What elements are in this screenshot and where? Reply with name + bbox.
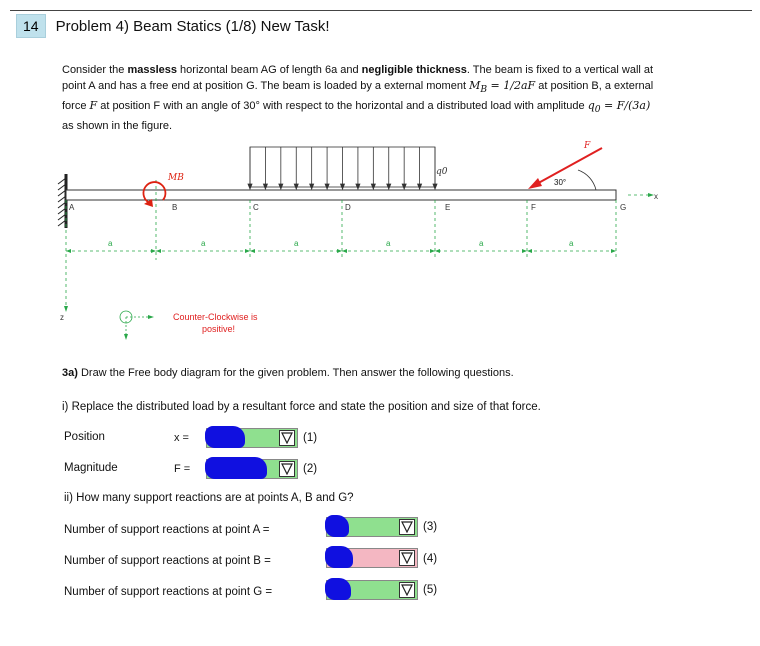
- answer-2-dropdown[interactable]: [206, 459, 298, 479]
- redacted-answer: [325, 515, 349, 537]
- beam-figure: [50, 140, 690, 350]
- point-label: D: [345, 203, 351, 212]
- load-arrowhead: [433, 184, 437, 189]
- math-force: F: [89, 99, 98, 113]
- reactions-b-label: Number of support reactions at point B =: [64, 555, 271, 567]
- text-fragment: at position B, a external force: [62, 80, 654, 113]
- top-divider: [10, 10, 752, 11]
- ccw-note-line1: Counter-Clockwise is: [173, 312, 258, 322]
- question-number: 3a): [62, 367, 78, 379]
- load-arrowhead: [279, 184, 283, 189]
- question-i: i) Replace the distributed load by a resultant force and state the position and size of that force.: [62, 401, 541, 413]
- answer-4-dropdown[interactable]: [326, 548, 418, 568]
- redacted-answer: [325, 578, 351, 600]
- magnitude-equals: F =: [174, 463, 191, 475]
- redacted-answer: [205, 426, 245, 448]
- load-arrowhead: [248, 184, 252, 189]
- z-axis-indicator: [60, 260, 68, 322]
- segment-label: a: [479, 239, 484, 248]
- load-arrowhead: [402, 184, 406, 189]
- text-fragment: . The beam is fixed to a vertical wall at point A and has a free end at position G. The beam is loaded by a external moment: [62, 64, 654, 92]
- dropdown-arrow-icon[interactable]: [399, 519, 415, 535]
- bold-term: massless: [127, 64, 177, 76]
- segment-label: a: [108, 239, 113, 248]
- load-arrowhead: [356, 184, 360, 189]
- load-label: q0: [436, 167, 448, 177]
- load-arrowhead: [263, 184, 267, 189]
- point-label: E: [445, 203, 451, 212]
- force-label: F: [584, 141, 591, 151]
- answer-index: (5): [423, 584, 438, 596]
- math-load: $q_0 = F/(3a)$: [587, 99, 651, 116]
- angle-label: 30°: [554, 178, 567, 187]
- load-arrowhead: [418, 184, 422, 189]
- answer-5-dropdown[interactable]: [326, 580, 418, 600]
- moment-label: MB: [168, 173, 184, 183]
- x-axis-indicator: [628, 192, 658, 201]
- segment-label: a: [201, 239, 206, 248]
- ccw-note-line2: positive!: [202, 324, 236, 334]
- load-arrowhead: [387, 184, 391, 189]
- load-arrowhead: [325, 184, 329, 189]
- force-f: [528, 141, 602, 190]
- load-arrowhead: [341, 184, 345, 189]
- dropdown-arrow-icon[interactable]: [399, 582, 415, 598]
- segment-label: a: [386, 239, 391, 248]
- task-header: [16, 15, 330, 37]
- svg-text:x: x: [654, 192, 658, 201]
- position-label: Position: [64, 431, 105, 443]
- dropdown-arrow-icon[interactable]: [279, 461, 295, 477]
- text-fragment: Consider the: [62, 64, 128, 76]
- load-arrowhead: [310, 184, 314, 189]
- question-3a: [62, 367, 514, 379]
- load-arrowhead: [371, 184, 375, 189]
- redacted-answer: [325, 546, 353, 568]
- dropdown-arrow-icon[interactable]: [279, 430, 295, 446]
- sign-convention-icon: [120, 311, 154, 340]
- point-label: B: [172, 203, 178, 212]
- answer-index: (1): [303, 432, 318, 444]
- task-number: 14: [16, 14, 46, 38]
- text-fragment: horizontal beam AG of length 6a and: [176, 64, 362, 76]
- redacted-answer: [205, 457, 267, 479]
- load-arrowhead: [294, 184, 298, 189]
- question-text: Draw the Free body diagram for the given problem. Then answer the following questions.: [77, 367, 514, 379]
- text-fragment: as shown in the figure.: [62, 120, 173, 133]
- task-title: Problem 4) Beam Statics (1/8) New Task!: [55, 17, 330, 35]
- answer-index: (4): [423, 553, 438, 565]
- problem-statement: [62, 62, 662, 134]
- segment-label: a: [569, 239, 574, 248]
- point-label: G: [620, 203, 627, 212]
- bold-term: negligible thickness: [361, 64, 467, 76]
- magnitude-label: Magnitude: [64, 462, 118, 474]
- answer-index: (3): [423, 521, 438, 533]
- dropdown-arrow-icon[interactable]: [399, 550, 415, 566]
- distributed-load: [248, 147, 448, 189]
- answer-3-dropdown[interactable]: [326, 517, 418, 537]
- point-label: F: [531, 203, 536, 212]
- fixed-wall: [58, 174, 66, 228]
- question-ii: ii) How many support reactions are at points A, B and G?: [64, 492, 354, 504]
- svg-text:z: z: [60, 313, 64, 322]
- reactions-g-label: Number of support reactions at point G =: [64, 586, 273, 598]
- dimension-line: [66, 239, 616, 253]
- answer-1-dropdown[interactable]: [206, 428, 298, 448]
- beam: [66, 190, 616, 200]
- segment-label: a: [294, 239, 299, 248]
- reactions-a-label: Number of support reactions at point A =: [64, 524, 270, 536]
- point-label: C: [253, 203, 259, 212]
- point-label: A: [69, 203, 75, 212]
- answer-index: (2): [303, 463, 318, 475]
- position-equals: x =: [174, 432, 189, 444]
- math-moment: $M_B = 1/2aF$: [469, 79, 536, 96]
- text-fragment: at position F with an angle of 30° with respect to the horizontal and a distributed load with amplitude: [97, 100, 588, 113]
